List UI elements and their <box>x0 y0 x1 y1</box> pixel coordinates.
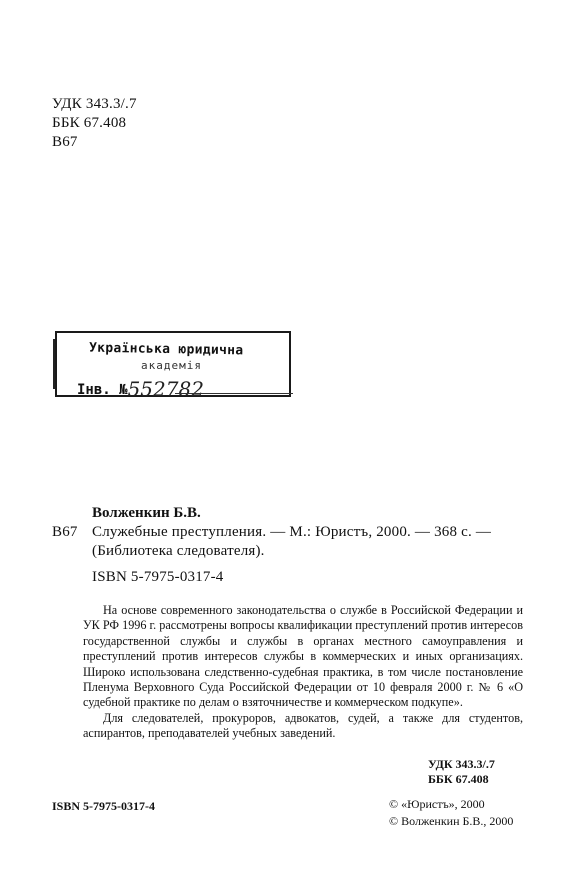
bottom-udk: УДК 343.3/.7 <box>428 757 495 771</box>
top-bbk: ББК 67.408 <box>52 115 127 131</box>
copyright-publisher: © «Юристъ», 2000 <box>389 797 485 811</box>
title-line2: (Библиотека следователя). <box>92 543 265 559</box>
abstract-paragraph-1: На основе современного законодательства о службе в Российской Федерации и УК РФ 1996 г. рассмотрены вопросы квалификации преступлений против интересов государственной службы и службы в органах местного самоуправления и преступлений против интересов службы в коммерческих и иных организациях. Широко использована следственно-судебная практика, в том числе постановление Пленума Верховного Суда Российской Федерации от 10 февраля 2000 г. № 6 «О судебной практике по делам о взяточничестве и коммерческом подкупе». <box>83 603 523 710</box>
catalog-code: В67 <box>52 524 78 540</box>
abstract <box>83 603 523 742</box>
author-name: Волженкин Б.В. <box>92 505 201 521</box>
footer-isbn: ISBN 5-7975-0317-4 <box>52 799 156 813</box>
title-line1: Служебные преступления. — М.: Юристъ, 2000. — 368 с. — <box>92 524 492 540</box>
stamp-inv-number: 552782 <box>127 377 204 401</box>
stamp-inv-label: Інв. № <box>77 382 128 398</box>
stamp-line1: Українська юридична <box>88 340 244 359</box>
top-code: В67 <box>52 134 78 150</box>
bottom-bbk: ББК 67.408 <box>428 772 489 786</box>
copyright-author: © Волженкин Б.В., 2000 <box>389 814 514 828</box>
abstract-paragraph-2: Для следователей, прокуроров, адвокатов, судей, а также для студентов, аспирантов, преподавателей учебных заведений. <box>83 710 523 741</box>
stamp-line2: академія <box>141 359 202 372</box>
stamp-inventory <box>77 375 204 399</box>
stamp-underline <box>175 393 293 394</box>
catalog-isbn: ISBN 5-7975-0317-4 <box>92 569 224 585</box>
top-udk: УДК 343.3/.7 <box>52 96 137 112</box>
library-stamp <box>55 331 291 401</box>
